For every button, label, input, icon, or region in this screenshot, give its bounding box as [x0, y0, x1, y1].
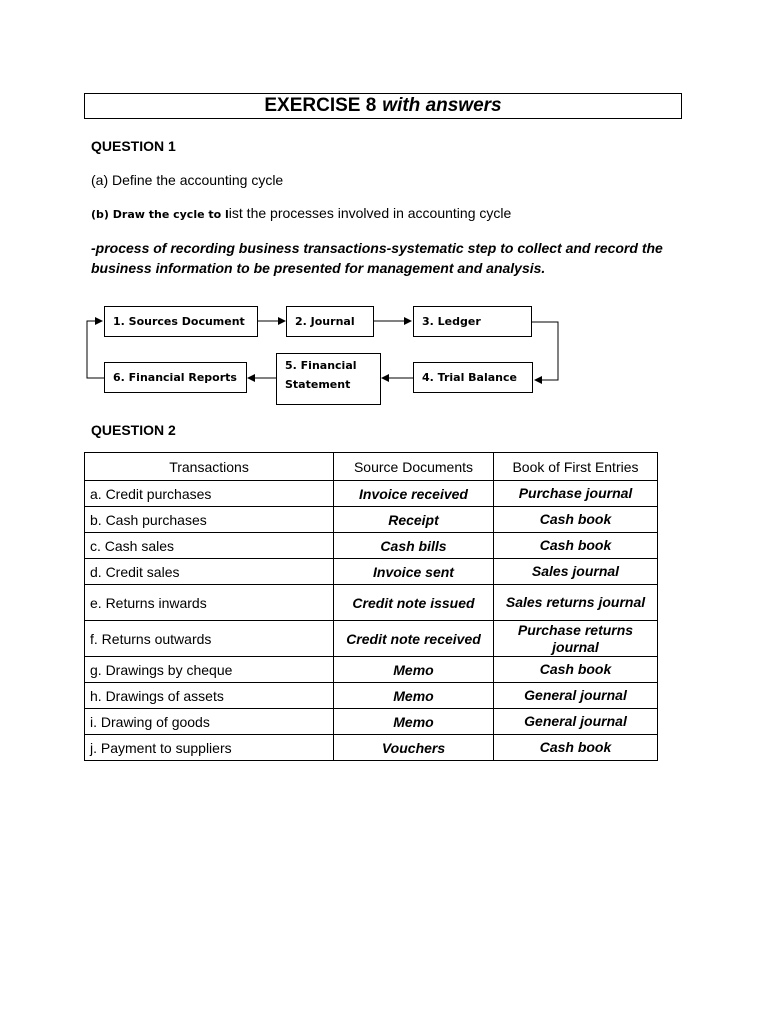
book-entry-cell: Cash book	[494, 735, 658, 761]
arrow-3-to-4	[532, 322, 558, 380]
transaction-cell: d. Credit sales	[85, 559, 334, 585]
part-b-rest: ist the processes involved in accounting cycle	[228, 205, 512, 221]
question1-answer: -process of recording business transactions-systematic step to collect and record the business information to be presented for management and analysis.	[91, 240, 663, 276]
source-document-cell: Cash bills	[334, 533, 494, 559]
table-row	[85, 621, 658, 657]
transaction-cell: j. Payment to suppliers	[85, 735, 334, 761]
node-journal: 2. Journal	[286, 306, 374, 337]
source-document-cell: Memo	[334, 657, 494, 683]
book-entry-cell: Purchase journal	[494, 481, 658, 507]
table-row	[85, 507, 658, 533]
node-trial-balance: 4. Trial Balance	[413, 362, 533, 393]
question1-heading: QUESTION 1	[91, 138, 176, 154]
source-document-cell: Vouchers	[334, 735, 494, 761]
table-header-row	[85, 453, 658, 481]
header-transactions: Transactions	[85, 453, 334, 481]
part-b-prefix: (b) Draw the cycle to l	[91, 208, 229, 221]
table-row	[85, 481, 658, 507]
source-document-cell: Invoice sent	[334, 559, 494, 585]
transaction-cell: h. Drawings of assets	[85, 683, 334, 709]
book-entry-cell: Sales returns journal	[494, 585, 658, 621]
question2-table	[84, 452, 658, 761]
transaction-cell: e. Returns inwards	[85, 585, 334, 621]
table-row	[85, 709, 658, 735]
book-entry-cell: Cash book	[494, 533, 658, 559]
node-financial-reports: 6. Financial Reports	[104, 362, 247, 393]
table-row	[85, 533, 658, 559]
source-document-cell: Invoice received	[334, 481, 494, 507]
table-row	[85, 735, 658, 761]
title-main: EXERCISE 8	[264, 95, 377, 116]
header-source-documents: Source Documents	[334, 453, 494, 481]
book-entry-cell: General journal	[494, 709, 658, 735]
source-document-cell: Credit note issued	[334, 585, 494, 621]
node-ledger: 3. Ledger	[413, 306, 532, 337]
book-entry-cell: Purchase returns journal	[494, 621, 658, 657]
arrow-6-to-1	[87, 321, 104, 378]
book-entry-cell: Cash book	[494, 657, 658, 683]
source-document-cell: Memo	[334, 683, 494, 709]
book-entry-cell: General journal	[494, 683, 658, 709]
header-book-of-first-entries: Book of First Entries	[494, 453, 658, 481]
book-entry-cell: Cash book	[494, 507, 658, 533]
table-row	[85, 683, 658, 709]
question1-part-a: (a) Define the accounting cycle	[91, 172, 284, 188]
source-document-cell: Receipt	[334, 507, 494, 533]
transaction-cell: i. Drawing of goods	[85, 709, 334, 735]
node-financial-statement: 5. Financial Statement	[276, 353, 381, 405]
title-italic: with answers	[382, 95, 502, 116]
source-document-cell: Credit note received	[334, 621, 494, 657]
book-entry-cell: Sales journal	[494, 559, 658, 585]
transaction-cell: c. Cash sales	[85, 533, 334, 559]
table-row	[85, 657, 658, 683]
question2-heading: QUESTION 2	[91, 422, 176, 438]
transaction-cell: g. Drawings by cheque	[85, 657, 334, 683]
transaction-cell: a. Credit purchases	[85, 481, 334, 507]
node-sources-document: 1. Sources Document	[104, 306, 258, 337]
source-document-cell: Memo	[334, 709, 494, 735]
table-row	[85, 585, 658, 621]
table-row	[85, 559, 658, 585]
transaction-cell: b. Cash purchases	[85, 507, 334, 533]
transaction-cell: f. Returns outwards	[85, 621, 334, 657]
